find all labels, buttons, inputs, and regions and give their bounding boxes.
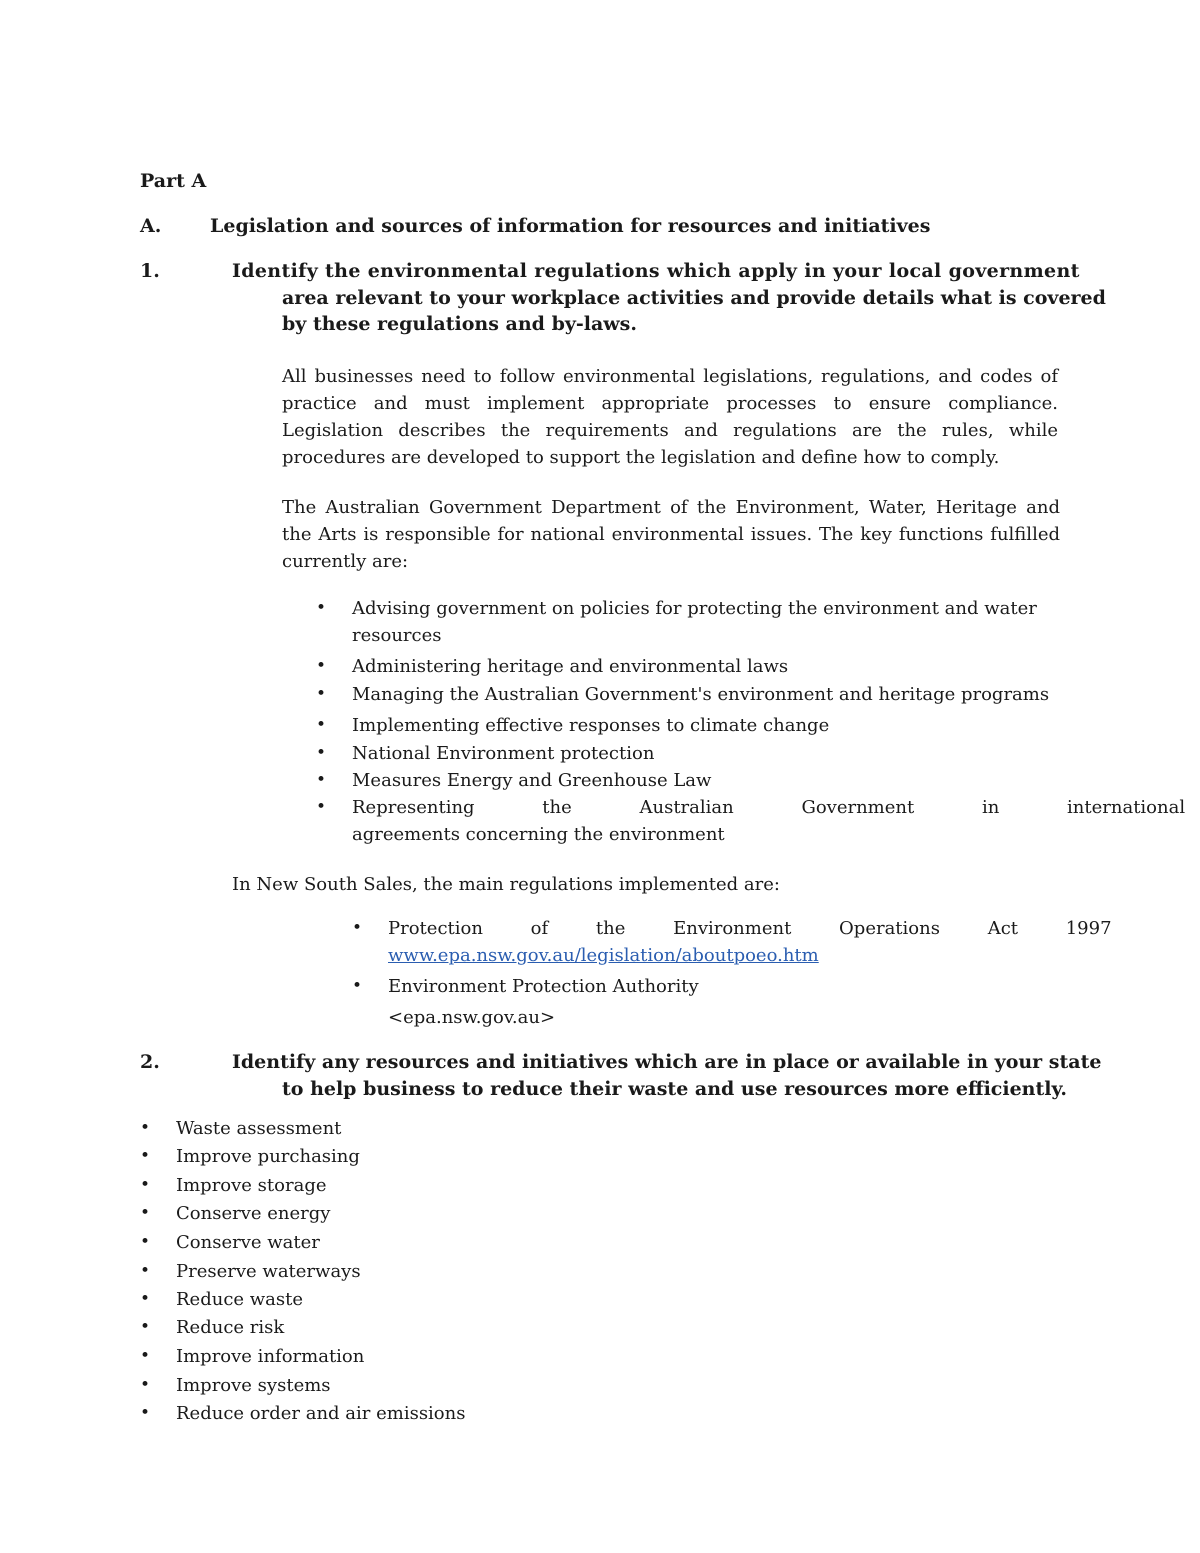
q2-line1: Identify any resources and initiatives which are in place or available in your state [232, 1051, 1102, 1073]
function-item-cont: agreements concerning the environment [352, 824, 725, 845]
resource-item: • Waste assessment [176, 1118, 341, 1139]
resource-item: • Reduce order and air emissions [176, 1403, 465, 1424]
function-item-cont: resources [352, 625, 442, 646]
resource-item: • Improve information [176, 1346, 364, 1367]
q1-line2: area relevant to your workplace activities and provide details what is covered [282, 287, 1106, 309]
resource-item: • Improve storage [176, 1175, 327, 1196]
q2-number: 2. [140, 1051, 160, 1073]
q1-paragraph-2: The Australian Government Department of the Environment, Water, Heritage and the Arts is responsible for national environmental issues. The key functions fulfilled currently are: [282, 497, 1060, 572]
resource-item: • Improve systems [176, 1375, 331, 1396]
nsw-legislation-link[interactable]: www.epa.nsw.gov.au/legislation/aboutpoeo.htm [388, 945, 819, 966]
q1-line1 [232, 260, 1080, 282]
function-item: • Managing the Australian Government's environment and heritage programs [352, 684, 1049, 705]
part-heading: Part A [140, 170, 207, 192]
nsw-item-cont: <epa.nsw.gov.au> [388, 1007, 556, 1028]
function-item: • Measures Energy and Greenhouse Law [352, 770, 711, 791]
resource-item: • Conserve energy [176, 1203, 330, 1224]
function-item: • Administering heritage and environmental laws [352, 656, 788, 677]
q1-paragraph-1: All businesses need to follow environmental legislations, regulations, and codes of practice and must implement appropriate processes to ensure compliance. Legislation describes the requirements and regulations are the rules, while procedures are developed to support the legislation and define how to comply. [282, 366, 1058, 468]
function-item: • Implementing effective responses to climate change [352, 715, 829, 736]
q1-line3: by these regulations and by-laws. [282, 313, 637, 335]
resource-item: • Preserve waterways [176, 1261, 361, 1282]
section-letter: A. [140, 215, 162, 237]
section-title: Legislation and sources of information for resources and initiatives [210, 215, 931, 237]
resource-item: • Conserve water [176, 1232, 320, 1253]
function-item: • Representing the Australian Government in international [352, 797, 1042, 818]
resource-item: • Reduce waste [176, 1289, 303, 1310]
resource-item: • Reduce risk [176, 1317, 284, 1338]
nsw-intro: In New South Sales, the main regulations implemented are: [232, 874, 780, 895]
q1-line1-text: Identify the environmental regulations which apply in your local government [232, 260, 1080, 282]
function-item: • Advising government on policies for protecting the environment and water [352, 598, 1037, 619]
function-item: • National Environment protection [352, 743, 654, 764]
q2-line2: to help business to reduce their waste and use resources more efficiently. [282, 1078, 1067, 1100]
nsw-item: • Protection of the Environment Operations Act 1997 [388, 918, 1048, 939]
resource-item: • Improve purchasing [176, 1146, 360, 1167]
q1-number: 1. [140, 260, 160, 282]
nsw-item: • Environment Protection Authority [388, 976, 699, 997]
